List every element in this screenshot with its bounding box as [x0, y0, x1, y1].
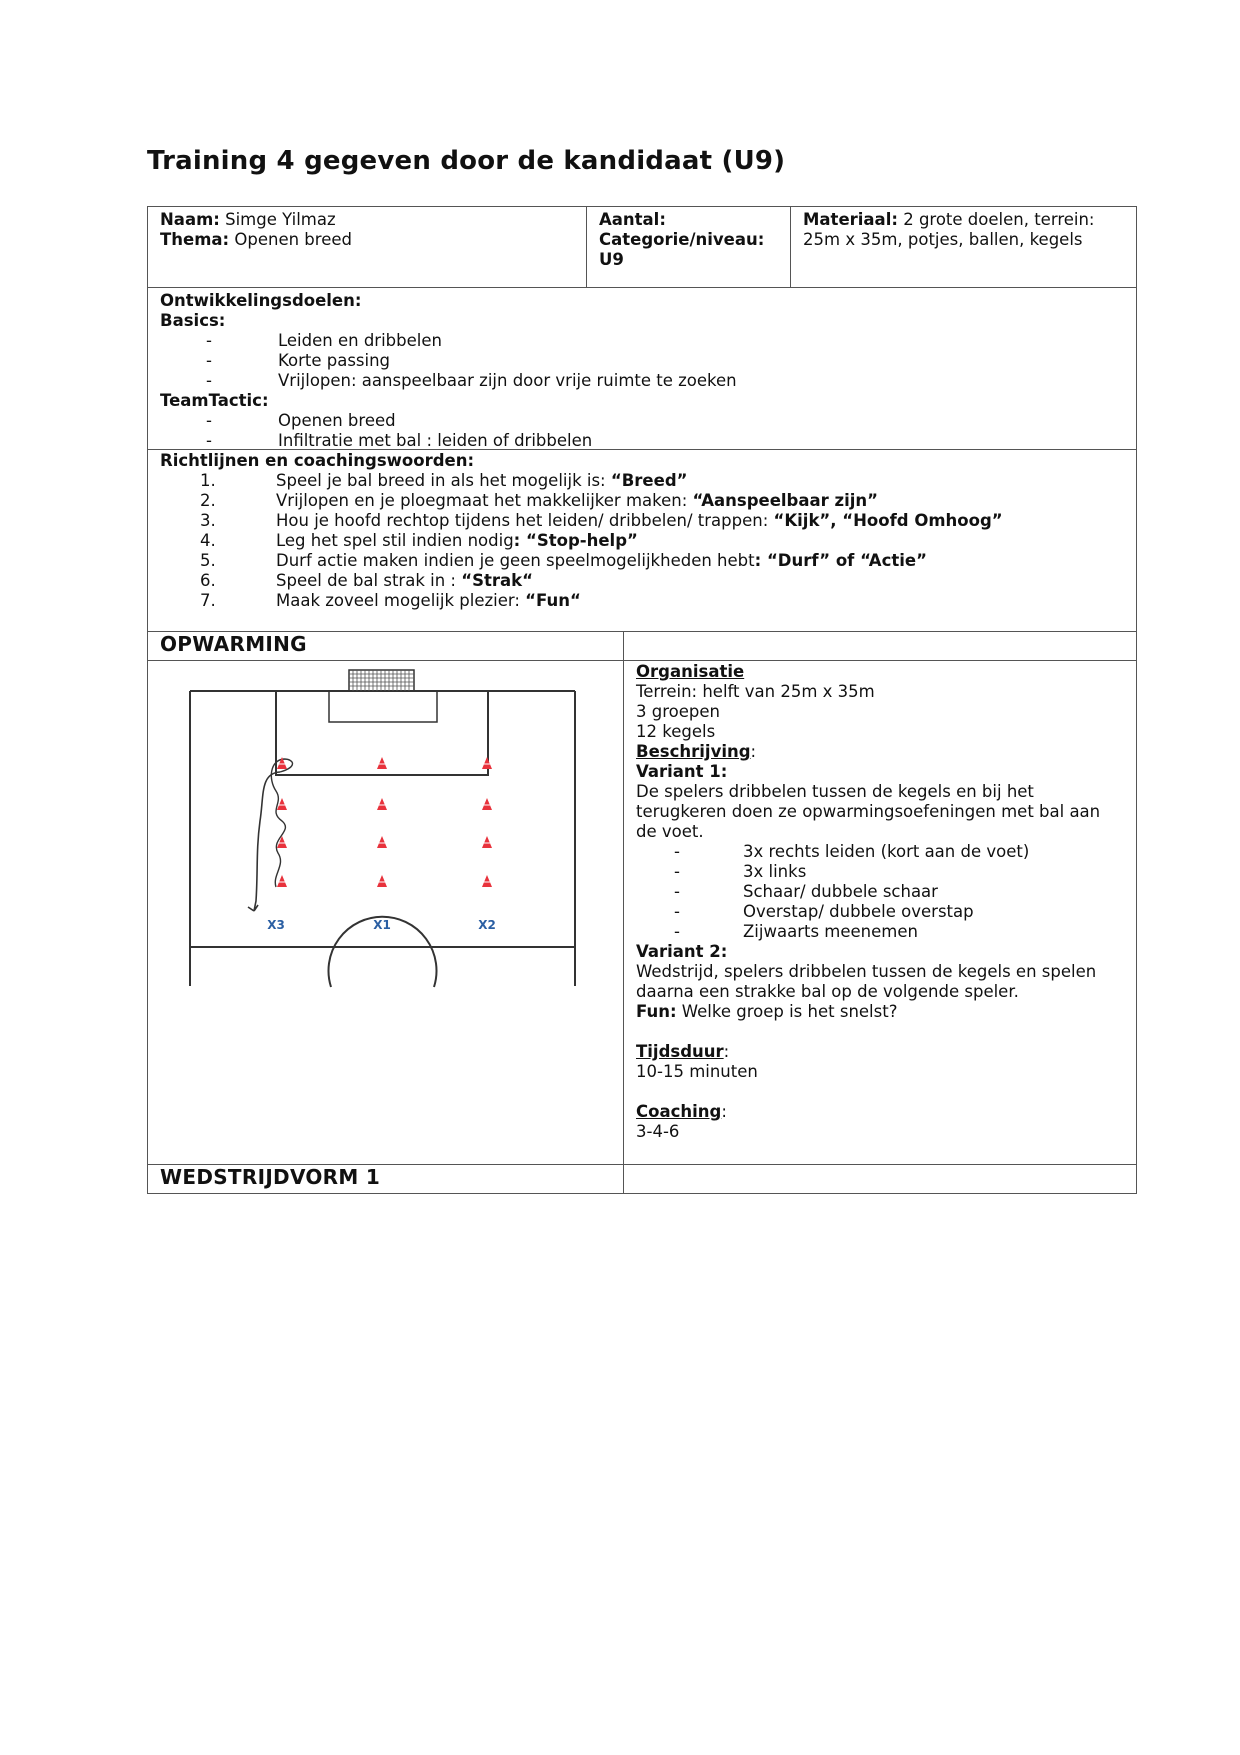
- variant1-label: Variant 1:: [636, 762, 728, 781]
- cone-icon: [277, 836, 287, 848]
- coaching-value: 3-4-6: [636, 1122, 680, 1141]
- goal-net-icon: [349, 670, 414, 691]
- guideline-item: 1. Speel je bal breed in als het mogelijk is: “Breed”: [200, 471, 688, 490]
- organisatie-label: Organisatie: [636, 662, 745, 681]
- player-marker: X2: [478, 918, 496, 932]
- aantal-cell: [586, 207, 790, 287]
- wedstrijdvorm-heading-empty: [623, 1165, 1136, 1193]
- organisatie-line: 12 kegels: [636, 722, 716, 741]
- list-item: - Korte passing: [206, 351, 391, 370]
- opwarming-text-cell: Organisatie Terrein: helft van 25m x 35m 3 groepen 12 kegels Beschrijving: Variant 1: De spelers dribbelen tussen de kegels en bij het terugkeren doen ze opwarmingsoefeningen met bal aan de voet. - 3x rechts leiden (kort aan de voet) - 3x links - Schaar/ dubbele schaar - Overstap/ dubbele overstap - Zijwaarts meenemen Variant 2: Wedstrijd, spelers dribbelen tussen de kegels en spelen daarna een strakke bal op de volgende speler. Fun: Welke groep is het snelst? Tijdsduur: 10-15 minuten Coaching: 3-4-6: [623, 661, 1136, 1164]
- list-item: - Overstap/ dubbele overstap: [674, 902, 974, 921]
- list-item: - 3x links: [674, 862, 807, 881]
- list-item: - 3x rechts leiden (kort aan de voet): [674, 842, 1030, 861]
- naam-value: Simge Yilmaz: [219, 210, 336, 229]
- cone-icon: [377, 836, 387, 848]
- wedstrijdvorm-heading-cell: [148, 1165, 623, 1193]
- beschrijving-label: Beschrijving: [636, 742, 751, 761]
- dribble-path-return: [271, 759, 292, 887]
- goal-area: [329, 691, 437, 722]
- cone-icon: [482, 836, 492, 848]
- thema-value: Openen breed: [229, 230, 352, 249]
- header-row: [147, 206, 1137, 288]
- cone-icon: [377, 757, 387, 769]
- training-sheet: [147, 206, 1137, 1194]
- field-diagram: [148, 661, 623, 991]
- materiaal-value-1: 2 grote doelen, terrein:: [897, 210, 1095, 229]
- cone-icon: [277, 875, 287, 887]
- list-item: - Leiden en dribbelen: [206, 331, 442, 350]
- cone-icon: [482, 798, 492, 810]
- list-item: - Vrijlopen: aanspeelbaar zijn door vrije ruimte te zoeken: [206, 371, 737, 390]
- teamtactic-heading: TeamTactic:: [160, 391, 269, 410]
- materiaal-cell: [790, 207, 1136, 287]
- categorie-label: Categorie/niveau:: [599, 230, 765, 249]
- thema-label: Thema:: [160, 230, 230, 249]
- basics-heading: Basics:: [160, 311, 226, 330]
- guideline-item: 6. Speel de bal strak in : “Strak“: [200, 571, 533, 590]
- dribble-path: [248, 772, 280, 911]
- opwarming-heading-row: [147, 632, 1137, 661]
- list-item: - Openen breed: [206, 411, 396, 430]
- cone-icon: [482, 875, 492, 887]
- list-item: - Zijwaarts meenemen: [674, 922, 918, 941]
- cone-icon: [377, 798, 387, 810]
- opwarming-content-row: [147, 661, 1137, 1165]
- aantal-label: Aantal:: [599, 210, 666, 229]
- tijdsduur-label: Tijdsduur: [636, 1042, 724, 1061]
- variant1-text: De spelers dribbelen tussen de kegels en bij het terugkeren doen ze opwarmingsoefeningen met bal aan de voet.: [636, 782, 1101, 841]
- fun-label: Fun:: [636, 1002, 677, 1021]
- fun-text: Welke groep is het snelst?: [676, 1002, 898, 1021]
- opwarming-heading-empty: [623, 632, 1136, 660]
- field-diagram-cell: [148, 661, 623, 1164]
- guideline-item: 7. Maak zoveel mogelijk plezier: “Fun“: [200, 591, 581, 610]
- organisatie-line: Terrein: helft van 25m x 35m: [636, 682, 875, 701]
- list-item: - Schaar/ dubbele schaar: [674, 882, 938, 901]
- cones: [277, 757, 492, 887]
- materiaal-value-2: 25m x 35m, potjes, ballen, kegels: [803, 230, 1083, 249]
- naam-label: Naam:: [160, 210, 220, 229]
- naam-thema-cell: [148, 207, 586, 287]
- goals-row: [147, 288, 1137, 450]
- guidelines-row: [147, 450, 1137, 632]
- variant2-label: Variant 2:: [636, 942, 728, 961]
- guideline-item: 4. Leg het spel stil indien nodig: “Stop-help”: [200, 531, 638, 550]
- players: [267, 918, 496, 932]
- categorie-value: U9: [599, 250, 624, 269]
- page-title: Training 4 gegeven door de kandidaat (U9): [147, 146, 786, 176]
- organisatie-line: 3 groepen: [636, 702, 720, 721]
- player-marker: X3: [267, 918, 285, 932]
- goals-heading: Ontwikkelingsdoelen:: [160, 291, 362, 310]
- tijdsduur-value: 10-15 minuten: [636, 1062, 758, 1081]
- goals-cell: [148, 288, 1136, 449]
- player-marker: X1: [373, 918, 391, 932]
- guideline-item: 3. Hou je hoofd rechtop tijdens het leiden/ dribbelen/ trappen: “Kijk”, “Hoofd Omhoog”: [200, 511, 1003, 530]
- coaching-label: Coaching: [636, 1102, 722, 1121]
- opwarming-heading-cell: [148, 632, 623, 660]
- materiaal-label: Materiaal:: [803, 210, 898, 229]
- cone-icon: [377, 875, 387, 887]
- opwarming-heading: OPWARMING: [160, 632, 307, 656]
- guideline-item: 2. Vrijlopen en je ploegmaat het makkelijker maken: “Aanspeelbaar zijn”: [200, 491, 879, 510]
- guidelines-cell: [148, 450, 1136, 631]
- list-item: - Infiltratie met bal : leiden of dribbelen: [206, 431, 593, 450]
- guidelines-heading: Richtlijnen en coachingswoorden:: [160, 451, 475, 470]
- variant2-text: Wedstrijd, spelers dribbelen tussen de kegels en spelen daarna een strakke bal op de volgende speler.: [636, 962, 1097, 1001]
- cone-icon: [482, 757, 492, 769]
- wedstrijdvorm-heading-row: [147, 1165, 1137, 1194]
- guideline-item: 5. Durf actie maken indien je geen speelmogelijkheden hebt: “Durf” of “Actie”: [200, 551, 927, 570]
- wedstrijdvorm-heading: WEDSTRIJDVORM 1: [160, 1165, 381, 1189]
